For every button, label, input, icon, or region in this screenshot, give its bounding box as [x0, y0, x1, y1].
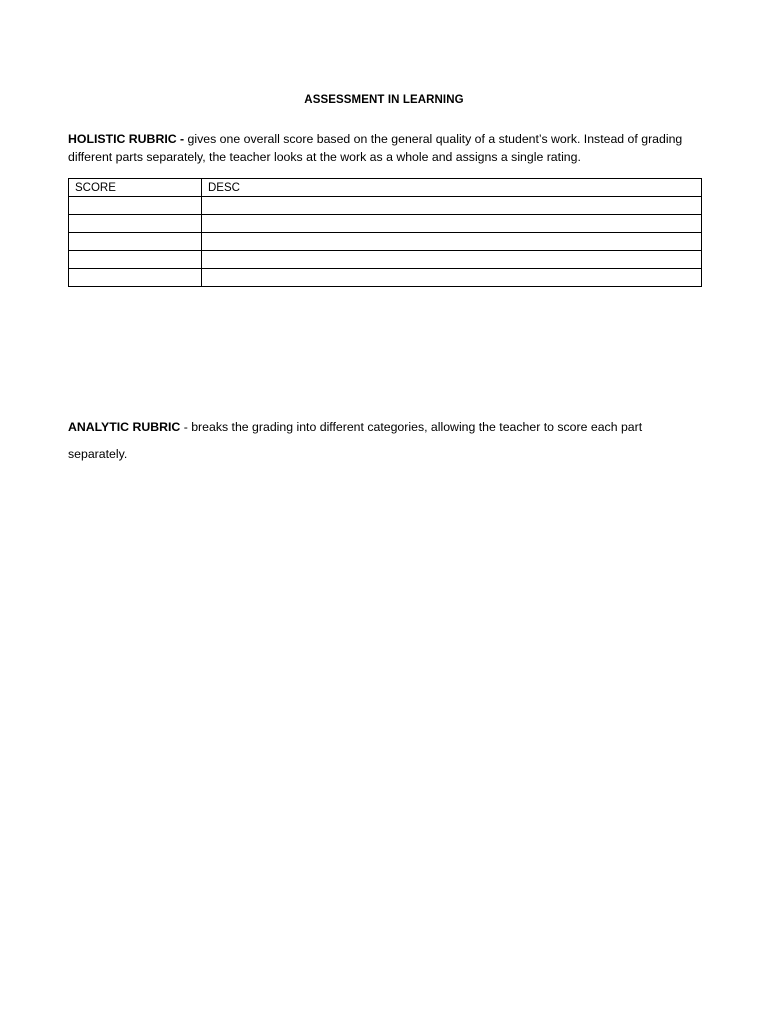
analytic-rubric-term: ANALYTIC RUBRIC	[68, 420, 181, 434]
table-row	[69, 215, 702, 233]
desc-cell[interactable]	[202, 251, 702, 269]
score-cell[interactable]	[69, 233, 202, 251]
table-header-row	[69, 179, 702, 197]
holistic-rubric-definition: gives one overall score based on the general quality of a student’s work. Instead of grading different parts separately, the teacher looks at the work as a whole and assigns a single rating.	[68, 132, 683, 164]
analytic-rubric-paragraph	[68, 414, 702, 468]
score-cell[interactable]	[69, 269, 202, 287]
analytic-rubric-definition: - breaks the grading into different categories, allowing the teacher to score each part separately.	[68, 420, 643, 461]
desc-cell[interactable]	[202, 215, 702, 233]
holistic-rubric-paragraph	[68, 130, 702, 166]
desc-cell[interactable]	[202, 233, 702, 251]
desc-cell[interactable]	[202, 269, 702, 287]
score-column-header: SCORE	[69, 179, 202, 197]
holistic-rubric-term: HOLISTIC RUBRIC -	[68, 132, 185, 146]
table-row	[69, 197, 702, 215]
desc-column-header: DESC	[202, 179, 702, 197]
score-cell[interactable]	[69, 251, 202, 269]
score-cell[interactable]	[69, 197, 202, 215]
table-row	[69, 233, 702, 251]
document-title: ASSESSMENT IN LEARNING	[304, 94, 464, 106]
holistic-rubric-table	[68, 178, 702, 287]
score-cell[interactable]	[69, 215, 202, 233]
desc-cell[interactable]	[202, 197, 702, 215]
table-row	[69, 269, 702, 287]
table-row	[69, 251, 702, 269]
